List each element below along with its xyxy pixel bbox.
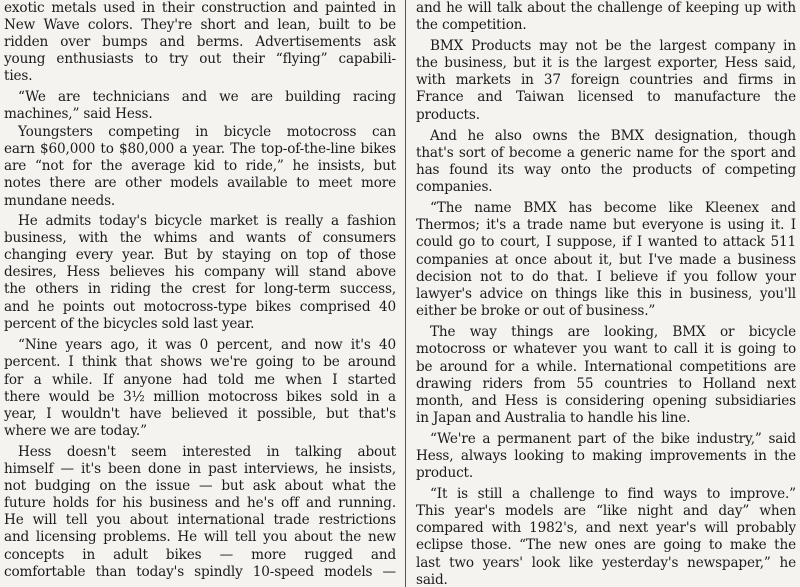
article-column-left (4, 0, 396, 587)
column-divider (405, 0, 406, 587)
right-column-text-line: has found its way onto the products of competing (416, 162, 796, 178)
right-column-text-line: products. (416, 107, 480, 123)
article-column-right (416, 0, 796, 587)
left-column-text-line: percent. I think that shows we're going to be around (4, 354, 396, 370)
left-column-text-line: are “not for the average kid to ride,” he insists, but (4, 158, 396, 174)
right-column-text-line: either be broke or out of business.” (416, 303, 656, 319)
right-column-text-line: could go to court, I suppose, if I wanted to attack 511 (416, 234, 796, 250)
right-column-text-line: BMX Products may not be the largest company in (430, 38, 796, 54)
left-column-text-line: ridden over bumps and berms. Advertisements ask (4, 34, 396, 50)
right-column-text-line: eclipse those. “The new ones are going to make the (416, 537, 796, 553)
left-column-text-line: He will tell you about international trade restrictions (4, 512, 396, 528)
right-column-text-line: lawyer's advice on things like this in business, you'll (416, 286, 796, 302)
left-column-text-line: and he points out motocross-type bikes comprised 40 (4, 299, 396, 315)
left-column-text-line: himself — it's been done in past interviews, he insists, (4, 461, 396, 477)
right-column-text-line: “It is still a challenge to find ways to improve.” (430, 486, 796, 502)
right-column-text-line: Thermos; it's a trade name but everyone is using it. I (416, 217, 796, 233)
left-column-text-line: for a while. If anyone had told me when I started (4, 372, 396, 388)
left-column-text-line: the others in riding the crest for long-term success, (4, 281, 396, 297)
right-column-text-line: in Japan and Australia to handle his line. (416, 410, 691, 426)
left-column-text-line: earn $60,000 to $80,000 a year. The top-of-the-line bikes (4, 141, 396, 157)
right-column-text-line: the competition. (416, 17, 527, 33)
left-column-text-line: exotic metals used in their construction and painted in (4, 0, 396, 16)
right-column-text-line: “The name BMX has become like Kleenex and (430, 200, 796, 216)
right-column-text-line: companies. (416, 179, 493, 195)
left-column-text-line: not budging on the issue — but ask about what the (4, 478, 396, 494)
right-column-text-line: compared with 1982's, and next year's will probably (416, 520, 796, 536)
right-column-text-line: last two years' look like yesterday's newspaper,” he (416, 555, 796, 571)
left-column-text-line: desires, Hess believes his company will stand above (4, 264, 396, 280)
right-column-text-line: companies at once about it, but I've made a business (416, 252, 796, 268)
left-column-text-line: Youngsters competing in bicycle motocross can (18, 124, 396, 140)
left-column-text-line: He admits today's bicycle market is really a fashion (18, 213, 396, 229)
left-column-text-line: and licensing problems. He will tell you about the new (4, 529, 396, 545)
left-column-text-line: notes there are other models available to meet more (4, 175, 396, 191)
right-column-text-line: decision not to do that. I believe if you follow your (416, 269, 796, 285)
left-column-text-line: comfortable than today's spindly 10-speed models — (4, 564, 396, 580)
left-column-text-line: there would be 3½ million motocross bikes sold in a (4, 389, 396, 405)
right-column-text-line: The way things are looking, BMX or bicycle (430, 324, 796, 340)
right-column-text-line: product. (416, 465, 474, 481)
right-column-text-line: And he also owns the BMX designation, though (430, 128, 796, 144)
right-column-text-line: “We're a permanent part of the bike industry,” said (430, 431, 796, 447)
right-column-text-line: month, and Hess is considering opening subsidiaries (416, 393, 796, 409)
right-column-text-line: with markets in 37 foreign countries and firms in (416, 72, 796, 88)
left-column-text-line: year, I wouldn't have believed it possible, but that's (4, 406, 396, 422)
left-column-text-line: “We are technicians and we are building racing (18, 89, 396, 105)
right-column-text-line: This year's models are “like night and day” when (416, 503, 796, 519)
right-column-text-line: drawing riders from 55 countries to Holland next (416, 376, 796, 392)
right-column-text-line: the business, but it is the largest exporter, Hess said, (416, 55, 796, 71)
left-column-text-line: concepts in adult bikes — more rugged and (4, 547, 396, 563)
left-column-text-line: percent of the bicycles sold last year. (4, 316, 255, 332)
right-column-text-line: Hess, always looking to making improvements in the (416, 448, 796, 464)
right-column-text-line: France and Taiwan licensed to manufacture the (416, 89, 796, 105)
right-column-text-line: motocross or whatever you want to call it is going to (416, 341, 796, 357)
left-column-text-line: ties. (4, 68, 33, 84)
left-column-text-line: “Nine years ago, it was 0 percent, and now it's 40 (18, 337, 396, 353)
left-column-text-line: changing every year. But by staying on top of those (4, 247, 396, 263)
left-column-text-line: New Wave colors. They're short and lean, built to be (4, 17, 396, 33)
left-column-text-line: machines,” said Hess. (4, 106, 153, 122)
right-column-text-line: said. (416, 572, 448, 587)
left-column-text-line: future holds for his business and he's off and running. (4, 495, 396, 511)
right-column-text-line: that's sort of become a generic name for the sport and (416, 145, 796, 161)
left-column-text-line: young enthusiasts to try out their “flying” capabili- (4, 51, 396, 67)
left-column-text-line: mundane needs. (4, 193, 116, 209)
right-column-text-line: be around for a while. International competitions are (416, 359, 796, 375)
left-column-text-line: business, with the whims and wants of consumers (4, 230, 396, 246)
right-column-text-line: and he will talk about the challenge of keeping up with (416, 0, 796, 16)
left-column-text-line: Hess doesn't seem interested in talking about (18, 444, 396, 460)
left-column-text-line: where we are today.” (4, 423, 147, 439)
